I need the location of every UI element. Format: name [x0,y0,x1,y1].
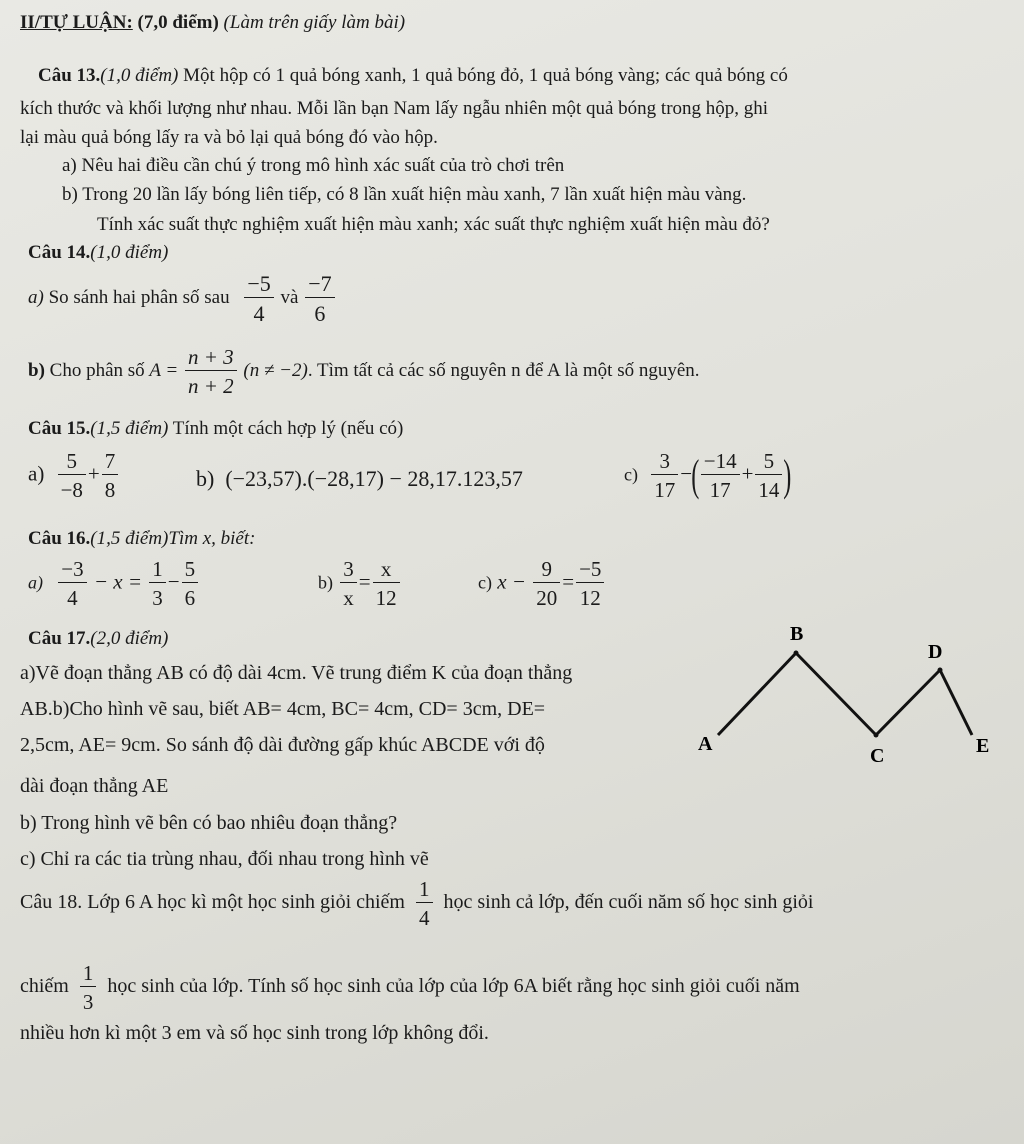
q15-a-op: + [87,461,100,486]
q16-b-eq: = [358,569,371,594]
q15-heading [28,418,403,440]
q16-part-b [318,558,402,609]
q15-a-fraction-1: $\frac{5}{-8}$ [58,450,86,501]
section-title [20,12,405,34]
q18-line1 [20,878,813,929]
point-c [874,733,879,738]
q16-b-label: b) [318,572,333,593]
q14-a-text: So sánh hai phân số sau [43,286,230,308]
q18-label: Câu 18. [20,891,83,914]
q15-b-label: b) [196,466,215,491]
q15-c-fraction-3: $\frac{5}{14}$ [755,450,782,501]
q15-b-expr: (−23,57).(−28,17) − 28,17.123,57 [225,466,523,491]
point-b [794,651,799,656]
q15-a-label: a) [28,461,45,486]
q14-b-var: A = [149,359,179,381]
q15-c-fraction-1: $\frac{3}{17}$ [651,450,678,501]
q14-b-rest: . Tìm tất cả các số nguyên n để A là một số nguyên. [307,359,700,381]
q15-part-c [624,450,791,501]
q16-b-fraction-2: $\frac{x}{12}$ [373,558,400,609]
q18-line2-pre: chiếm [20,975,69,998]
q16-c-pre: x − [497,569,526,594]
q15-c-fraction-2: $\frac{-14}{17}$ [701,450,740,501]
q16-part-c [478,558,606,609]
label-a: A [698,733,713,755]
section-points: (7,0 điểm) [137,12,219,33]
segment-de [940,670,972,735]
q15-part-b [196,466,523,492]
left-paren: ( [691,450,700,500]
q13-line3: lại màu quả bóng lấy ra và bỏ lại quả bóng đó vào hộp. [20,127,438,148]
section-label: II/TỰ LUẬN: [20,12,133,33]
q17-line3: 2,5cm, AE= 9cm. So sánh độ dài đường gấp khúc ABCDE với độ [20,734,545,756]
q13-points: (1,0 điểm) [100,65,179,86]
section-note: (Làm trên giấy làm bài) [223,12,406,33]
q18-line1-pre: Lớp 6 A học kì một học sinh giỏi chiếm [82,891,405,914]
q14-a-fraction-2: $\frac{-7}{6}$ [305,272,334,325]
q14-part-b [28,346,700,397]
q18-line3: nhiều hơn kì một 3 em và số học sinh trong lớp không đổi. [20,1022,489,1044]
q16-c-fraction-1: $\frac{9}{20}$ [533,558,560,609]
segment-cd [876,670,940,735]
q16-a-fraction-2: $\frac{1}{3}$ [149,558,166,609]
q18-line2 [20,962,800,1013]
q17-points: (2,0 điểm) [90,628,169,649]
q14-points: (1,0 điểm) [90,242,169,263]
q16-heading [28,528,255,550]
q16-c-label: c) [478,572,492,593]
segment-bc [796,653,876,735]
q18-fraction-2: $\frac{1}{3}$ [80,962,97,1013]
q16-c-eq: = [562,569,575,594]
q15-part-a [28,450,120,501]
q13-line2: kích thước và khối lượng như nhau. Mỗi lần bạn Nam lấy ngẫu nhiên một quả bóng trong hộp, ghi [20,98,769,119]
segment-ab [718,653,796,735]
q14-b-fraction: $\frac{n + 3}{n + 2}$ [185,346,237,397]
q15-label: Câu 15. [28,418,91,439]
q16-c-fraction-2: $\frac{-5}{12}$ [576,558,604,609]
q16-part-a [28,558,200,609]
label-d: D [928,641,943,663]
q13-part-b1: b) Trong 20 lần lấy bóng liên tiếp, có 8 lần xuất hiện màu xanh, 7 lần xuất hiện màu vàng. [62,184,747,205]
q15-text: Tính một cách hợp lý (nếu có) [168,418,404,439]
q14-a-prefix: a) [28,286,44,308]
q16-label: Câu 16. [28,528,91,549]
q18-line2-post: học sinh của lớp. Tính số học sinh của lớp của lớp 6A biết rằng học sinh giỏi cuối năm [107,975,800,998]
q17-line1: a)Vẽ đoạn thẳng AB có độ dài 4cm. Vẽ trung điểm K của đoạn thẳng [20,662,573,684]
q15-c-op1: − [680,461,693,486]
q16-a-fraction-1: $\frac{-3}{4}$ [58,558,86,609]
q15-a-fraction-2: $\frac{7}{8}$ [102,450,119,501]
q14-part-a [28,272,337,325]
q16-points: (1,5 điểm)Tìm x, biết: [90,528,256,549]
label-b: B [790,623,804,645]
q14-a-and: và [280,286,299,308]
q16-a-op: − [167,569,180,594]
right-paren: ) [783,450,792,500]
q17-line2: AB.b)Cho hình vẽ sau, biết AB= 4cm, BC= 4cm, CD= 3cm, DE= [20,698,546,720]
q16-a-label: a) [28,572,43,593]
q17-heading [28,628,168,650]
q14-a-fraction-1: $\frac{-5}{4}$ [244,272,273,325]
q16-a-fraction-3: $\frac{5}{6}$ [182,558,199,609]
q14-b-text: Cho phân số [44,359,150,381]
q17-line5: b) Trong hình vẽ bên có bao nhiêu đoạn thẳng? [20,812,398,834]
q15-c-label: c) [624,464,638,485]
q13-text1: Một hộp có 1 quả bóng xanh, 1 quả bóng đỏ, 1 quả bóng vàng; các quả bóng có [178,65,788,86]
q14-label: Câu 14. [28,242,91,263]
q15-points: (1,5 điểm) [90,418,169,439]
q18-line1-post: học sinh cả lớp, đến cuối năm số học sinh giỏi [443,891,814,914]
q14-b-prefix: b) [28,359,45,381]
q17-label: Câu 17. [28,628,91,649]
q14-b-cond: (n ≠ −2) [238,359,308,381]
q14-heading [28,242,168,264]
q16-b-fraction-1: $\frac{3}{x}$ [340,558,357,609]
label-c: C [870,745,885,767]
q13-line1 [38,65,788,87]
q13-part-a: a) Nêu hai điều cần chú ý trong mô hình xác suất của trò chơi trên [62,155,565,176]
q17-line4: dài đoạn thẳng AE [20,775,169,797]
q17-figure [690,620,1010,770]
q13-part-b2: Tính xác suất thực nghiệm xuất hiện màu xanh; xác suất thực nghiệm xuất hiện màu đỏ? [97,214,770,235]
q13-label: Câu 13. [38,65,101,86]
q17-line6: c) Chỉ ra các tia trùng nhau, đối nhau trong hình vẽ [20,848,429,870]
q15-c-op2: + [741,461,754,486]
point-d [938,668,943,673]
q18-fraction-1: $\frac{1}{4}$ [416,878,433,929]
q16-a-mid: − x = [93,569,143,594]
label-e: E [976,735,990,757]
